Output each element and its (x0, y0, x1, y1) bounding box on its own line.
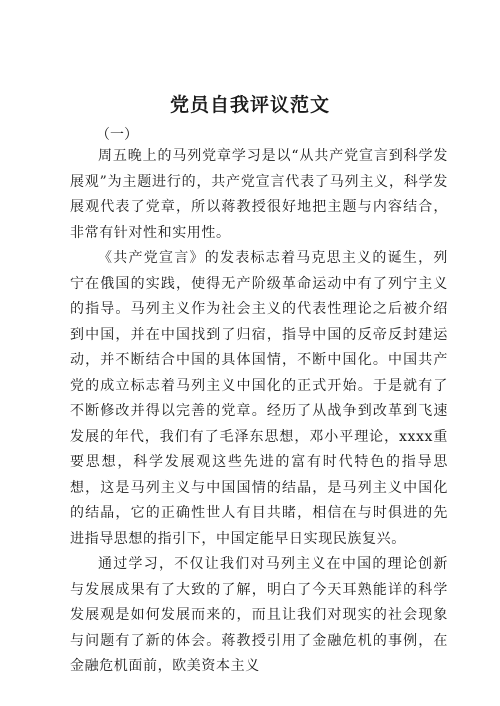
document-body (70, 144, 448, 680)
section-number: （一） (96, 127, 138, 143)
paragraph: 通过学习，不仅让我们对马列主义在中国的理论创新与发展成果有了大致的了解，明白了今天耳熟能详的科学发展观是如何发展而来的，而且让我们对现实的社会现象与问题有了新的体会。蒋教授引用了金融危机的事例，在金融危机面前，欧美资本主义 (70, 556, 448, 674)
document-title: 党员自我评议范文 (169, 94, 330, 116)
paragraph: 周五晚上的马列党章学习是以“从共产党宣言到科学发展观”为主题进行的，共产党宣言代表了马列主义，科学发展观代表了党章，所以蒋教授很好地把主题与内容结合，非常有针对性和实用性。 (70, 148, 448, 241)
paragraph: 《共产党宣言》的发表标志着马克思主义的诞生，列宁在俄国的实践，使得无产阶级革命运动中有了列宁主义的指导。马列主义作为社会主义的代表性理论之后被介绍到中国，并在中国找到了归宿，指导中国的反帝反封建运动，并不断结合中国的具体国情，不断中国化。中国共产党的成立标志着马列主义中国化的正式开始。于是就有了不断修改并得以完善的党章。经历了从战争到改革到飞速发展的年代，我们有了毛泽东思想，邓小平理论，xxxx重要思想，科学发展观这些先进的富有时代特色的指导思想，这是马列主义与中国国情的结晶，是马列主义中国化的结晶，它的正确性世人有目共睹，相信在与时俱进的先进指导思想的指引下，中国定能早日实现民族复兴。 (70, 250, 448, 547)
